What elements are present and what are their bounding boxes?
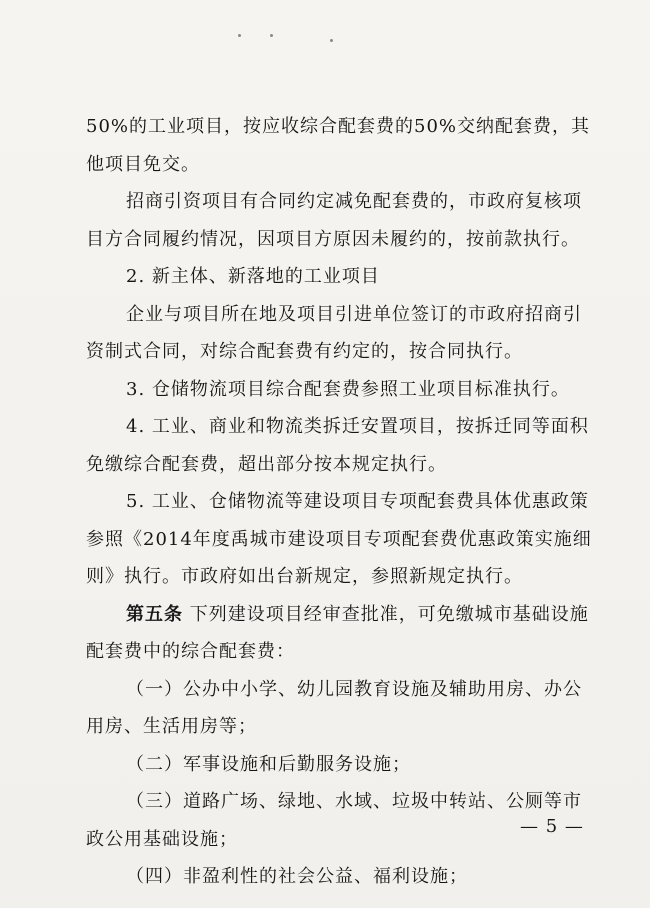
- page-number: — 5 —: [520, 816, 584, 837]
- list-item: （四）非盈利性的社会公益、福利设施；: [126, 866, 468, 887]
- scan-speck: [270, 34, 273, 37]
- text-line: 免缴综合配套费，超出部分按本规定执行。: [86, 453, 447, 475]
- text-line: 则》执行。市政府如出台新规定，参照新规定执行。: [86, 566, 523, 587]
- document-body: [86, 108, 592, 896]
- text-line: 政公用基础设施；: [86, 828, 238, 850]
- text-line: 2. 新主体、新落地的工业项目: [126, 266, 380, 287]
- list-item: （三）道路广场、绿地、水域、垃圾中转站、公厕等市: [126, 791, 582, 812]
- text-line: 他项目免交。: [86, 153, 200, 175]
- text-line: 用房、生活用房等；: [86, 716, 257, 737]
- text-line: 4. 工业、商业和物流类拆迁安置项目，按拆迁同等面积: [126, 416, 589, 437]
- text-line: 3. 仓储物流项目综合配套费参照工业项目标准执行。: [126, 378, 570, 400]
- text-line: 参照《2014年度禹城市建设项目专项配套费优惠政策实施细: [86, 528, 592, 550]
- article-label: 第五条: [126, 603, 183, 625]
- list-item: （一）公办中小学、幼儿园教育设施及辅助用房、办公: [126, 678, 582, 700]
- scan-speck: [238, 34, 241, 37]
- scan-speck: [330, 39, 333, 42]
- text-line: 50%的工业项目，按应收综合配套费的50%交纳配套费，其: [86, 116, 591, 137]
- list-item: （二）军事设施和后勤服务设施；: [126, 753, 411, 775]
- text-line: 配套费中的综合配套费：: [86, 641, 295, 662]
- text-line: 企业与项目所在地及项目引进单位签订的市政府招商引: [126, 303, 582, 325]
- text-line: 5. 工业、仓储物流等建设项目专项配套费具体优惠政策: [126, 491, 589, 512]
- text-line: 下列建设项目经审查批准，可免缴城市基础设施: [189, 603, 589, 625]
- text-line: 目方合同履约情况，因项目方原因未履约的，按前款执行。: [86, 228, 580, 250]
- text-line: 招商引资项目有合同约定减免配套费的，市政府复核项: [126, 191, 582, 212]
- article-heading-line: [86, 596, 589, 634]
- text-line: 资制式合同，对综合配套费有约定的，按合同执行。: [86, 341, 523, 362]
